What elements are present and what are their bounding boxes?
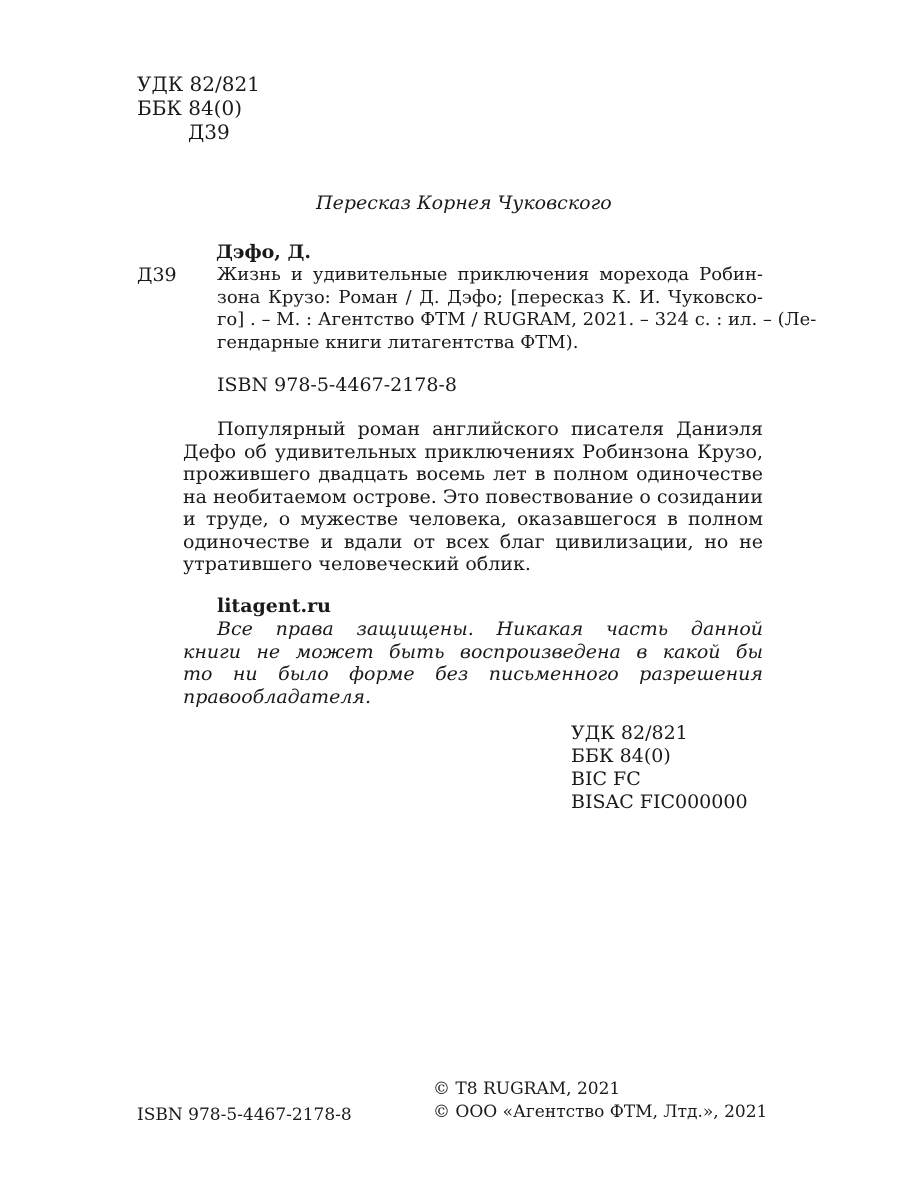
bbk-code-top: ББК 84(0) xyxy=(137,96,243,120)
catalog-mark: Д39 xyxy=(137,264,177,286)
catalog-line: го] . – М. : Агентство ФТМ / RUGRAM, 2021. – 324 с. : ил. – (Ле- xyxy=(217,309,817,330)
annotation-line: прожившего двадцать восемь лет в полном одиночестве xyxy=(183,463,763,485)
annotation-line: одиночестве и вдали от всех благ цивилизации, но не xyxy=(183,530,763,553)
annotation-line: Дефо об удивительных приключениях Робинзона Крузо, xyxy=(183,440,763,463)
annotation-line: Популярный роман английского писателя Даниэля xyxy=(217,418,763,440)
annotation-line: утратившего человеческий облик. xyxy=(183,553,531,575)
catalog-author: Дэфо, Д. xyxy=(216,241,312,263)
rights-line: правообладателя. xyxy=(183,685,372,708)
annotation-line: на необитаемом острове. Это повествование о созидании xyxy=(183,485,763,508)
copyright-rugram: © Т8 RUGRAM, 2021 xyxy=(433,1079,621,1099)
rights-line: книги не может быть воспроизведена в какой бы xyxy=(183,640,763,663)
rights-line: то ни было форме без письменного разрешения xyxy=(183,663,763,685)
udk-code: УДК 82/821 xyxy=(571,722,688,744)
copyright-agency: © ООО «Агентство ФТМ, Лтд.», 2021 xyxy=(433,1102,768,1122)
rights-notice xyxy=(183,618,763,708)
bisac-code: BISAC FIC000000 xyxy=(571,791,748,813)
retelling-credit: Пересказ Корнея Чуковского xyxy=(316,192,612,214)
site-link[interactable]: litagent.ru xyxy=(217,595,331,617)
rights-line: Все права защищены. Никакая часть данной xyxy=(217,618,763,640)
author-mark-top: Д39 xyxy=(188,120,230,144)
catalog-line: Жизнь и удивительные приключения морехода Робин- xyxy=(217,264,763,285)
catalog-isbn: ISBN 978-5-4467-2178-8 xyxy=(217,374,457,396)
footer-isbn: ISBN 978-5-4467-2178-8 xyxy=(137,1105,352,1125)
bbk-code: ББК 84(0) xyxy=(571,745,671,767)
bic-code: BIC FC xyxy=(571,768,641,790)
catalog-line: зона Крузо: Роман / Д. Дэфо; [пересказ К. И. Чуковско- xyxy=(217,286,763,308)
annotation xyxy=(183,418,763,576)
annotation-line: и труде, о мужестве человека, оказавшегося в полном xyxy=(183,508,763,530)
catalog-description xyxy=(217,264,817,354)
udk-code-top: УДК 82/821 xyxy=(137,72,260,96)
catalog-line: гендарные книги литагентства ФТМ). xyxy=(217,331,579,353)
